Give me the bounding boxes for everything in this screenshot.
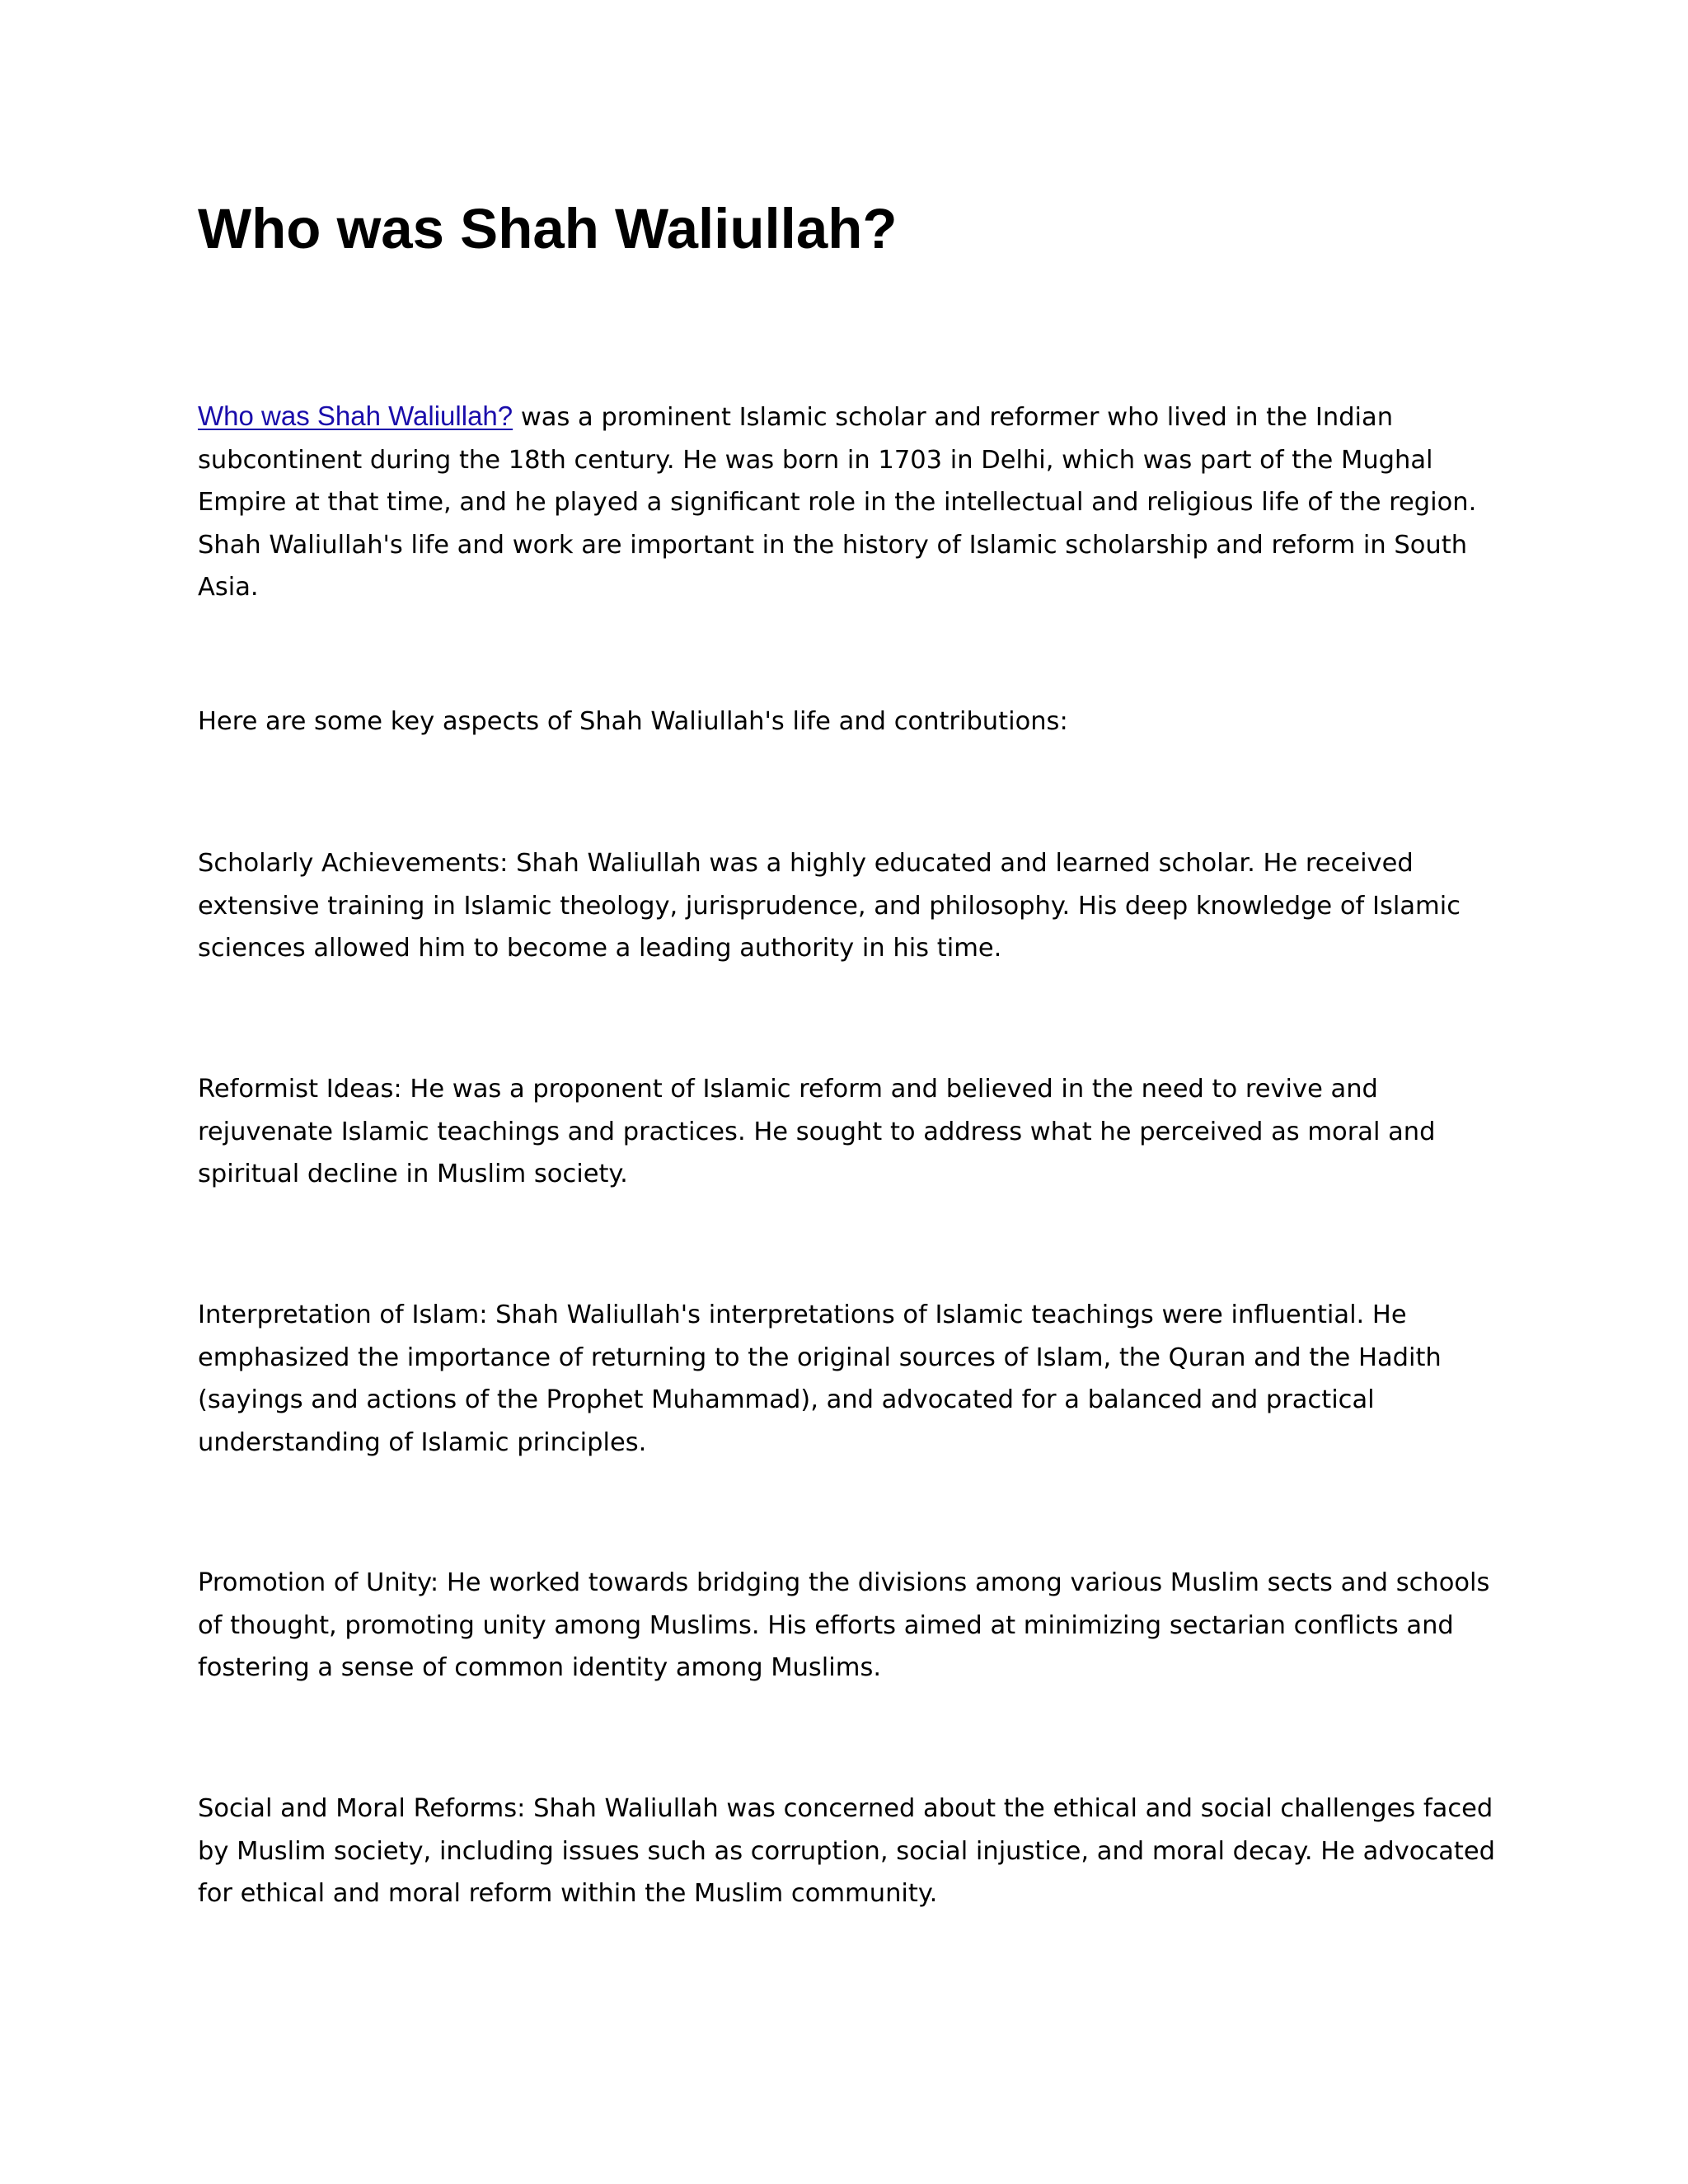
key-aspects-intro: Here are some key aspects of Shah Waliullah's life and contributions:	[198, 707, 1068, 736]
paragraph-interpretation-of-islam: Interpretation of Islam: Shah Waliullah's interpretations of Islamic teachings were influential. He emphasized the importance of returning to the original sources of Islam, the Quran and the Hadith (sayings and actions of the Prophet Muhammad), and advocated for a balanced and practical understanding of Islamic principles.	[198, 1301, 1442, 1457]
intro-paragraph	[198, 395, 1500, 609]
paragraph-scholarly-achievements: Scholarly Achievements: Shah Waliullah was a highly educated and learned scholar. He received extensive training in Islamic theology, jurisprudence, and philosophy. His deep knowledge of Islamic sciences allowed him to become a leading authority in his time.	[198, 849, 1461, 963]
paragraph-social-and-moral-reforms: Social and Moral Reforms: Shah Waliullah was concerned about the ethical and social challenges faced by Muslim society, including issues such as corruption, social injustice, and moral decay. He advocated for ethical and moral reform within the Muslim community.	[198, 1794, 1495, 1908]
title-link[interactable]: Who was Shah Waliullah?	[198, 401, 513, 431]
paragraph-reformist-ideas: Reformist Ideas: He was a proponent of Islamic reform and believed in the need to revive and rejuvenate Islamic teachings and practices. He sought to address what he perceived as moral and spiritual decline in Muslim society.	[198, 1075, 1436, 1188]
paragraph-promotion-of-unity: Promotion of Unity: He worked towards bridging the divisions among various Muslim sects and schools of thought, promoting unity among Muslims. His efforts aimed at minimizing sectarian conflicts and fostering a sense of common identity among Muslims.	[198, 1568, 1490, 1682]
intro-text: was a prominent Islamic scholar and reformer who lived in the Indian subcontinent during the 18th century. He was born in 1703 in Delhi, which was part of the Mughal Empire at that time, and he played a significant role in the intellectual and religious life of the region. Shah Waliullah's life and work are important in the history of Islamic scholarship and reform in South Asia.	[198, 403, 1477, 602]
page-title: Who was Shah Waliullah?	[198, 197, 898, 260]
